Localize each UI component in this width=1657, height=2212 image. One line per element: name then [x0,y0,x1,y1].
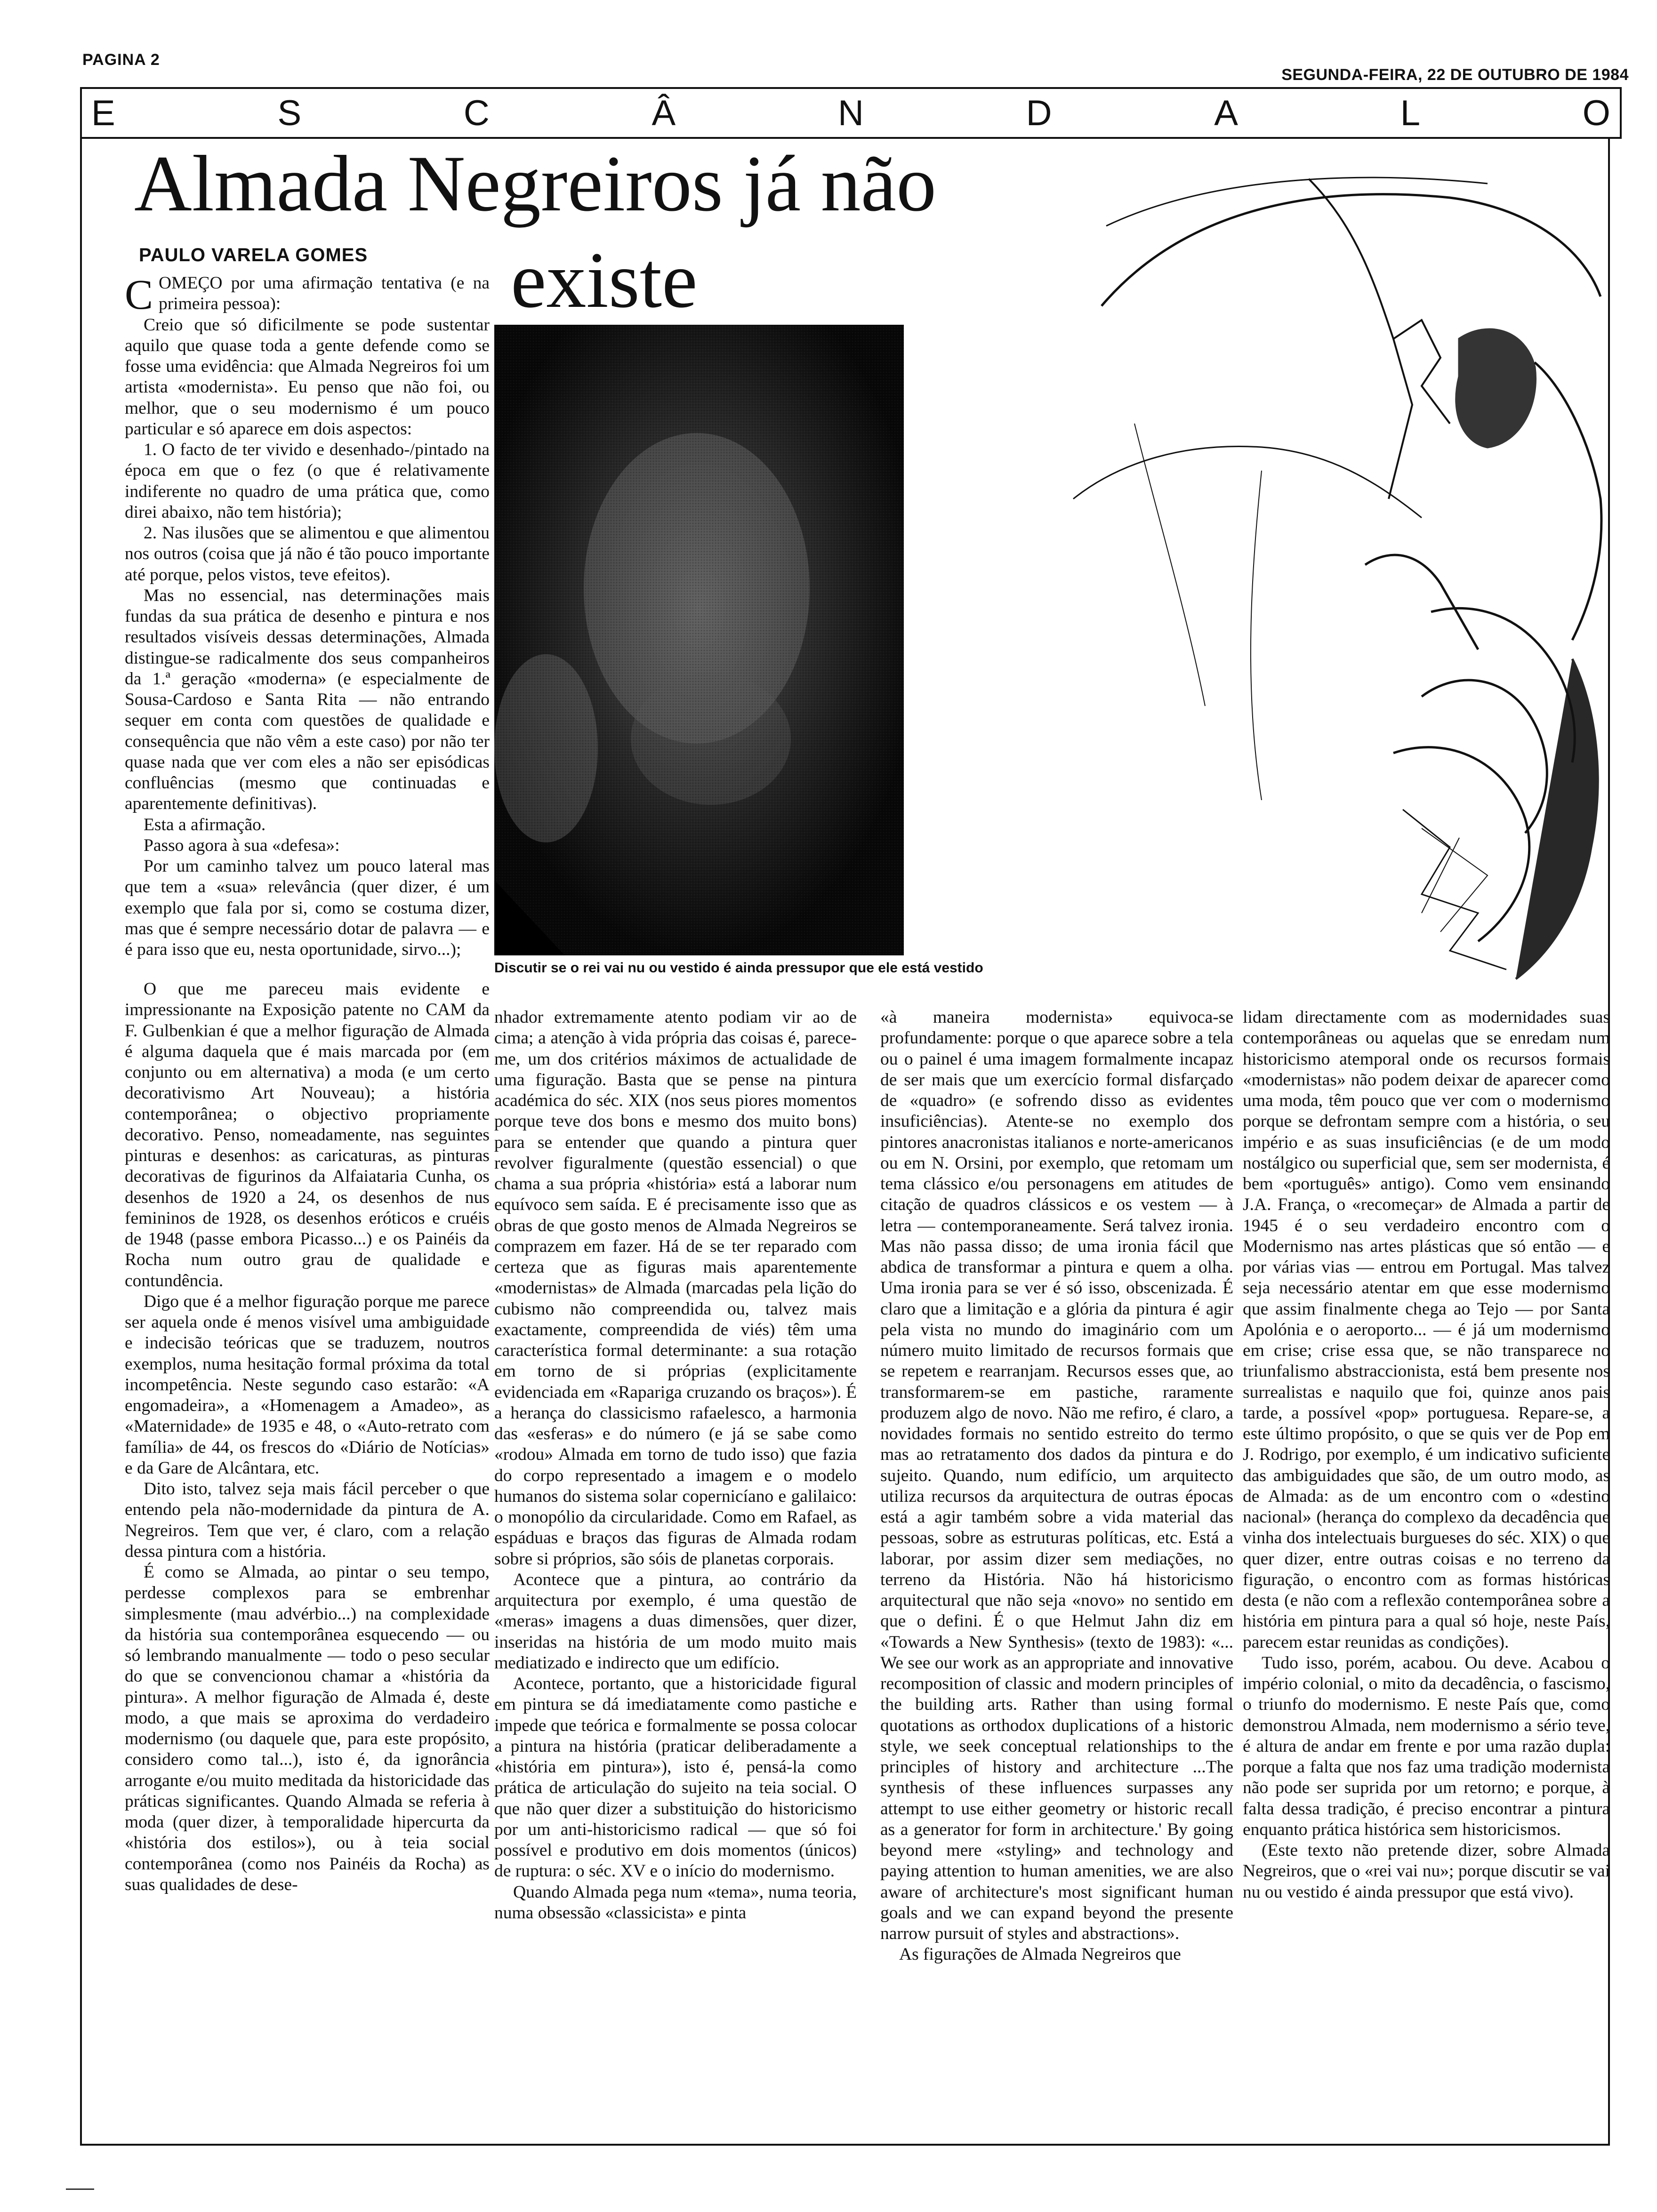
byline: PAULO VARELA GOMES [139,245,368,265]
paragraph: 1. O facto de ter vivido e desenhado-/pintado na época em que o fez (o que é relativamente indiferente no quadro de uma prática que, como direi abaixo, não tem história); [125,440,490,522]
article-column-1-bottom [125,979,490,1895]
paragraph: O que me pareceu mais evidente e impressionante na Exposição patente no CAM da F. Gulbenkian é que a melhor figuração de Almada é alguma daquela que é mais marcada por (em conjunto ou em alternativa) a moda (e um certo decorativismo Art Nouveau); a história contemporânea; o objectivo propriamente decorativo. Penso, nomeadamente, nas seguintes pinturas e desenhos: as caricaturas, as pinturas decorativas de figurinos da Alfaiataria Cunha, os desenhos de 1920 a 24, os desenhos de nus femininos de 1928, os desenhos eróticos e cruéis de 1948 (passe embora Picasso...) e os Painéis da Rocha num outro grau de qualidade e contundência. [125,979,490,1290]
paragraph: Acontece que a pintura, ao contrário da arquitectura por exemplo, é uma questão de «meras» imagens a duas dimensões, quer dizer, inseridas na história de um modo muito mais mediatizado e indirecto que um edifício. [494,1570,857,1673]
scan-mark [66,2188,94,2190]
banner-letter: D [1026,93,1052,133]
paragraph: É como se Almada, ao pintar o seu tempo, perdesse complexos para se embrenhar simplesmente (mau advérbio...) na complexidade da história sua contemporânea esquecendo — ou só lembrando manualmente — todo o peso secular do que se convencionou chamar a «história da pintura». A melhor figuração de Almada é, deste modo, a que mais se aproxima do verdadeiro modernismo (ou daquele que, para este propósito, considero como tal...), isto é, da ignorância arrogante e/ou muito meditada da historicidade das práticas significantes. Quando Almada se referia à moda (quer dizer, à temporalidade hipercurta da «história dos estilos»), ou à teia social contemporânea (como nos Painéis da Rocha) as suas qualidades de dese- [125,1563,490,1894]
paragraph: Acontece, portanto, que a historicidade figural em pintura se dá imediatamente como pastiche e impede que teórica e formalmente se possa colocar a pintura na história (praticar deliberadamente a «história em pintura»), isto é, pensá-la como prática de articulação do sujeito na teia social. O que não quer dizer a substituição do historicismo por um anti-historicismo radical — que só foi possível e produtivo em dois momentos (únicos) de ruptura: o séc. XV e o início do modernismo. [494,1674,857,1881]
paragraph: As figurações de Almada Negreiros que [899,1945,1181,1964]
headline-line-2: existe [511,236,698,324]
paragraph: Quando Almada pega num «tema», numa teoria, numa obsessão «classicista» e pinta [494,1882,857,1923]
paragraph: Passo agora à sua «defesa»: [144,835,340,855]
paragraph: lidam directamente com as modernidades suas contemporâneas ou aquelas que se enredam num historicismo atemporal onde os recursos formais «modernistas» não podem deixar de aparecer como uma moda, têm pouco que ver com o modernismo porque se defrontam sempre com a história, o seu império e as suas insuficiências (e de um modo nostálgico ou superficial que, sem ser modernista, é bem «português» antigo). Como vem ensinando J.A. França, o «recomeçar» de Almada a partir de 1945 é o seu verdadeiro encontro com o Modernismo nas artes plásticas que só então — e por várias vias — entrou em Portugal. Mas talvez seja necessário atentar em que esse modernismo que assim finalmente chega ao Tejo — por Santa Apolónia e o aeroporto... — é já um modernismo em crise; crise essa que, se não transparece no triunfalismo abstraccionista, está bem presente nos surrealistas e naquilo que foi, quinze anos pais tarde, a possível «pop» portuguesa. Repare-se, a este último propósito, o que se quis ver de Pop em J. Rodrigo, por exemplo, é um indicativo suficiente das ambiguidades que são, de um outro modo, as de Almada: as de um encontro com o «destino nacional» (herança do complexo da decadência que vinha dos intelectuais burgueses do séc. XIX) o que quer dizer, entre outras coisas e no terreno da figuração, o encontro com as formas históricas desta (e não com a reflexão contemporânea sobre a história em pintura para a qual só hoje, neste País, parecem estar reunidas as condições). [1243,1008,1610,1652]
almada-drawing-illustration [1064,141,1615,1012]
paragraph: Esta a afirmação. [144,815,266,834]
paragraph-text: OMEÇO por uma afirmação tentativa (e na primeira pessoa): [159,273,490,314]
author-photo [494,325,904,955]
article-column-1-top [125,273,490,960]
paragraph: (Este texto não pretende dizer, sobre Almada Negreiros, que o «rei vai nu»; porque discutir se vai nu ou vestido é ainda pressupor que está vivo). [1243,1841,1610,1902]
article-column-3 [880,1007,1233,1965]
frame-left-rule [80,139,82,2144]
paragraph: Tudo isso, porém, acabou. Ou deve. Acabou o império colonial, o mito da decadência, o fascismo, o triunfo do modernismo. E neste País que, como demonstrou Almada, nem modernismo a sério teve, é altura de andar em frente e por uma razão dupla: porque a falta que nos faz uma tradição modernista não pode ser suprida por um retorno; e porque, à falta dessa tradição, é preciso encontrar a pintura enquanto prática histórica sem historicismos. [1243,1653,1610,1839]
page-number: PAGINA 2 [82,51,160,69]
banner-letter: L [1400,93,1421,133]
bottom-rule [80,2144,1610,2146]
paragraph: Mas no essencial, nas determinações mais fundas da sua prática de desenho e pintura e nos resultados visíveis dessas determinações, Almada distingue-se radicalmente dos seus companheiros da 1.ª geração «moderna» (e especialmente de Sousa-Cardoso e Santa Rita — não entrando sequer em conta com questões de qualidade e consequência que não vêm a este caso) por não ter quase nada que ver com eles a não ser episódicas confluências (mesmo que continuadas e aparentemente definitivas). [125,585,490,814]
banner-letter: C [463,93,490,133]
paragraph: Por um caminho talvez um pouco lateral mas que tem a «sua» relevância (quer dizer, é um exemplo que fala por si, como se costuma dizer, mas que é sempre necessário dotar de palavra — e é para isso que eu, nesta oportunidade, sirvo...); [125,857,490,959]
headline-line-1: Almada Negreiros já não [134,139,937,228]
article-column-4 [1243,1007,1610,1903]
paragraph: Digo que é a melhor figuração porque me parece ser aquela onde é menos visível uma ambiguidade e indecisão teóricas que se traduzem, noutros exemplos, numa hesitação formal próxima da total incompetência. Neste segundo caso estarão: «A engomadeira», a «Homenagem a Amadeo», as «Maternidade» de 1935 e 48, o «Auto-retrato com família» de 44, os frescos do «Diário de Notícias» e da Gare de Alcântara, etc. [125,1291,490,1478]
banner-letter: O [1582,93,1610,133]
banner-letter: N [838,93,864,133]
article-column-2 [494,1007,857,1923]
paragraph: Dito isto, talvez seja mais fácil perceber o que entendo pela não-modernidade da pintura de A. Negreiros. Tem que ver, é claro, com a relação dessa pintura com a história. [125,1479,490,1561]
banner-letter: S [277,93,302,133]
banner-letter: A [1214,93,1238,133]
banner-letter: E [91,93,115,133]
paragraph: Creio que só dificilmente se pode sustentar aquilo que quase toda a gente defende como se fosse uma evidência: que Almada Negreiros foi um artista «modernista». Eu penso que não foi, ou melhor, que o seu modernismo é um pouco particular e só aparece em dois aspectos: [125,315,490,439]
opening-paragraph [125,272,490,318]
issue-date: SEGUNDA-FEIRA, 22 DE OUTUBRO DE 1984 [1281,66,1629,84]
paragraph: nhador extremamente atento podiam vir ao de cima; a atenção à vida própria das coisas é, parece-me, um dos critérios máximos de actualidade de uma figuração. Basta que se pense na pintura académica do séc. XIX (nos seus piores momentos porque teve dos bons e mesmo dos muito bons) para se entender que quando a pintura quer revolver figuralmente (questão essencial) o que chama a sua própria «história» está a laborar num equívoco sem saída. E é precisamente isso que as obras de que gosto menos de Almada Negreiros se comprazem em fazer. Há de se ter reparado com certeza que as figuras mais aparentemente «modernistas» de Almada (marcadas pela lição do cubismo não compreendida ou, talvez mais exactamente, compreendida de viés) têm uma característica formal determinante: a sua rotação em torno de si próprias (explicitamente evidenciada em «Rapariga cruzando os braços»). É a herança do classicismo rafaelesco, a harmonia das «esferas» e do número (e já se sabe como «rodou» Almada em torno de tudo isso) que fazia do corpo representado a imagem e o modelo humanos do sistema solar copernicíano e galilaico: o monopólio da circularidade. Como em Rafael, as espáduas e braços das figuras de Almada rodam sobre si próprios, são sóis de planetas corporais. [494,1008,857,1569]
drop-cap: C [125,272,153,318]
paragraph: 2. Nas ilusões que se alimentou e que alimentou nos outros (coisa que já não é tão pouco importante até porque, pelos vistos, teve efeitos). [125,523,490,585]
paragraph: «à maneira modernista» equivoca-se profundamente: porque o que aparece sobre a tela ou o painel é uma imagem formalmente incapaz de ser mais que um exercício formal disfarçado de «quadro» (e sofrendo disso as evidentes insuficiências). Atente-se no exemplo dos pintores anacronistas italianos e norte-americanos ou em N. Orsini, por exemplo, que retomam um tema clássico e/ou personagens em atitudes de citação de quadros clássicos e os vestem — à letra — contemporaneamente. Será talvez ironia. Mas não passa disso; de uma ironia fácil que abdica de transformar a pintura e quem a olha. Uma ironia para se ver é só isso, obscenizada. É claro que a limitação e a glória da pintura é agir pela vista no mundo do imaginário com um número muito limitado de recursos formais que se repetem e rearranjam. Recursos esses que, ao transformarem-se em pastiche, raramente produzem algo de novo. Não me refiro, é claro, a novidades formais no sentido estreito do termo mas ao retratamento dos dados da pintura e do sujeito. Quando, num edifício, um arquitecto utiliza recursos da arquitectura de outras épocas está a agir também sobre a vida material das pessoas, sobre as estruturas políticas, etc. Está a laborar, por assim dizer sem mediações, no terreno da História. Não há historicismo arquitectural que não seja «novo» no sentido em que o defini. É o que Helmut Jahn diz em «Towards a New Synthesis» (texto de 1983): «... We see our work as an appropriate and innovative recomposition of classic and modern principles of the building arts. Rather than using formal quotations as orthodox duplications of a historic style, we seek conceptual relationships to the principles of history and architecture ...The synthesis of these influences surpasses any attempt to use either geometry or historic recall as a generator for form in architecture.' By going beyond mere «styling» and technology and paying attention to human amenities, we are also aware of architecture's most significant human goals and we can expand beyond the presente narrow pursuit of styles and abstractions». [880,1008,1233,1943]
banner-letter: Â [652,93,676,133]
section-banner [80,87,1622,139]
photo-caption: Discutir se o rei vai nu ou vestido é ainda pressupor que ele está vestido [494,960,983,976]
